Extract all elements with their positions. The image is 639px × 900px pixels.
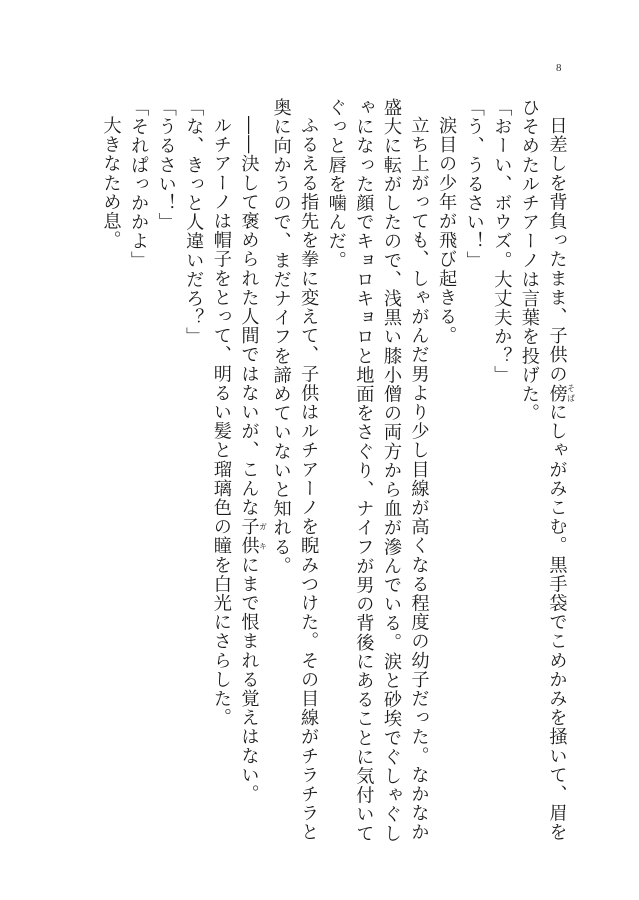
paragraph-2: 涙目の少年が飛び起きる。 — [436, 116, 458, 346]
paragraph-4: ふるえる指先を拳に変えて、子供はルチアーノを睨みつけた。その目線がチラチラと奥に向かうので、まだナイフを諦めていないと知れる。 — [270, 98, 320, 842]
dialogue-5: 「それぱっかかよ」 — [128, 98, 150, 270]
paragraph-1 — [515, 98, 575, 858]
ruby-gaki: 子供 ガキ — [238, 517, 268, 556]
dialogue-4: 「うるさい！」 — [155, 98, 177, 232]
vertical-text-body — [97, 98, 575, 858]
paragraph-5 — [235, 98, 267, 858]
paragraph-1-before: 日差しを背負ったまま、子供の — [546, 116, 568, 384]
paragraph-5-after: にまで恨まれる覚えはない。 — [238, 555, 260, 804]
dialogue-2: 「う、うるさい！」 — [463, 98, 485, 270]
paragraph-3: 立ち上がっても、しゃがんだ男より少し目線が高くなる程度の幼子だった。なかなか盛大に転がしたので、浅黒い膝小僧の両方から血が滲んでいる。涙と砂埃でぐしゃぐしゃになった顔でキョロキョロと地面をさぐり、ナイフが男の背後にあることに気付いてぐっと唇を噛んだ。 — [325, 98, 430, 843]
ruby-soba: 傍 そば — [546, 383, 576, 403]
paragraph-6: ルチアーノは帽子をとって、明るい髪と瑠璃色の瞳を白光にさらした。 — [210, 116, 232, 728]
dialogue-3: 「な、きっと人違いだろ？」 — [183, 98, 205, 347]
paragraph-1-after: にしゃがみこむ。黒手袋でこめかみを掻いて、眉をひそめたルチアーノは言葉を投げた。 — [518, 98, 568, 843]
paragraph-7: 大きなため息。 — [100, 116, 122, 250]
paragraph-5-before: ――決して褒められた人間ではないが、こんな — [238, 116, 260, 518]
dialogue-1: 「おーい、ボウズ。大丈夫か？」 — [491, 98, 513, 385]
page-number: 8 — [556, 62, 562, 74]
